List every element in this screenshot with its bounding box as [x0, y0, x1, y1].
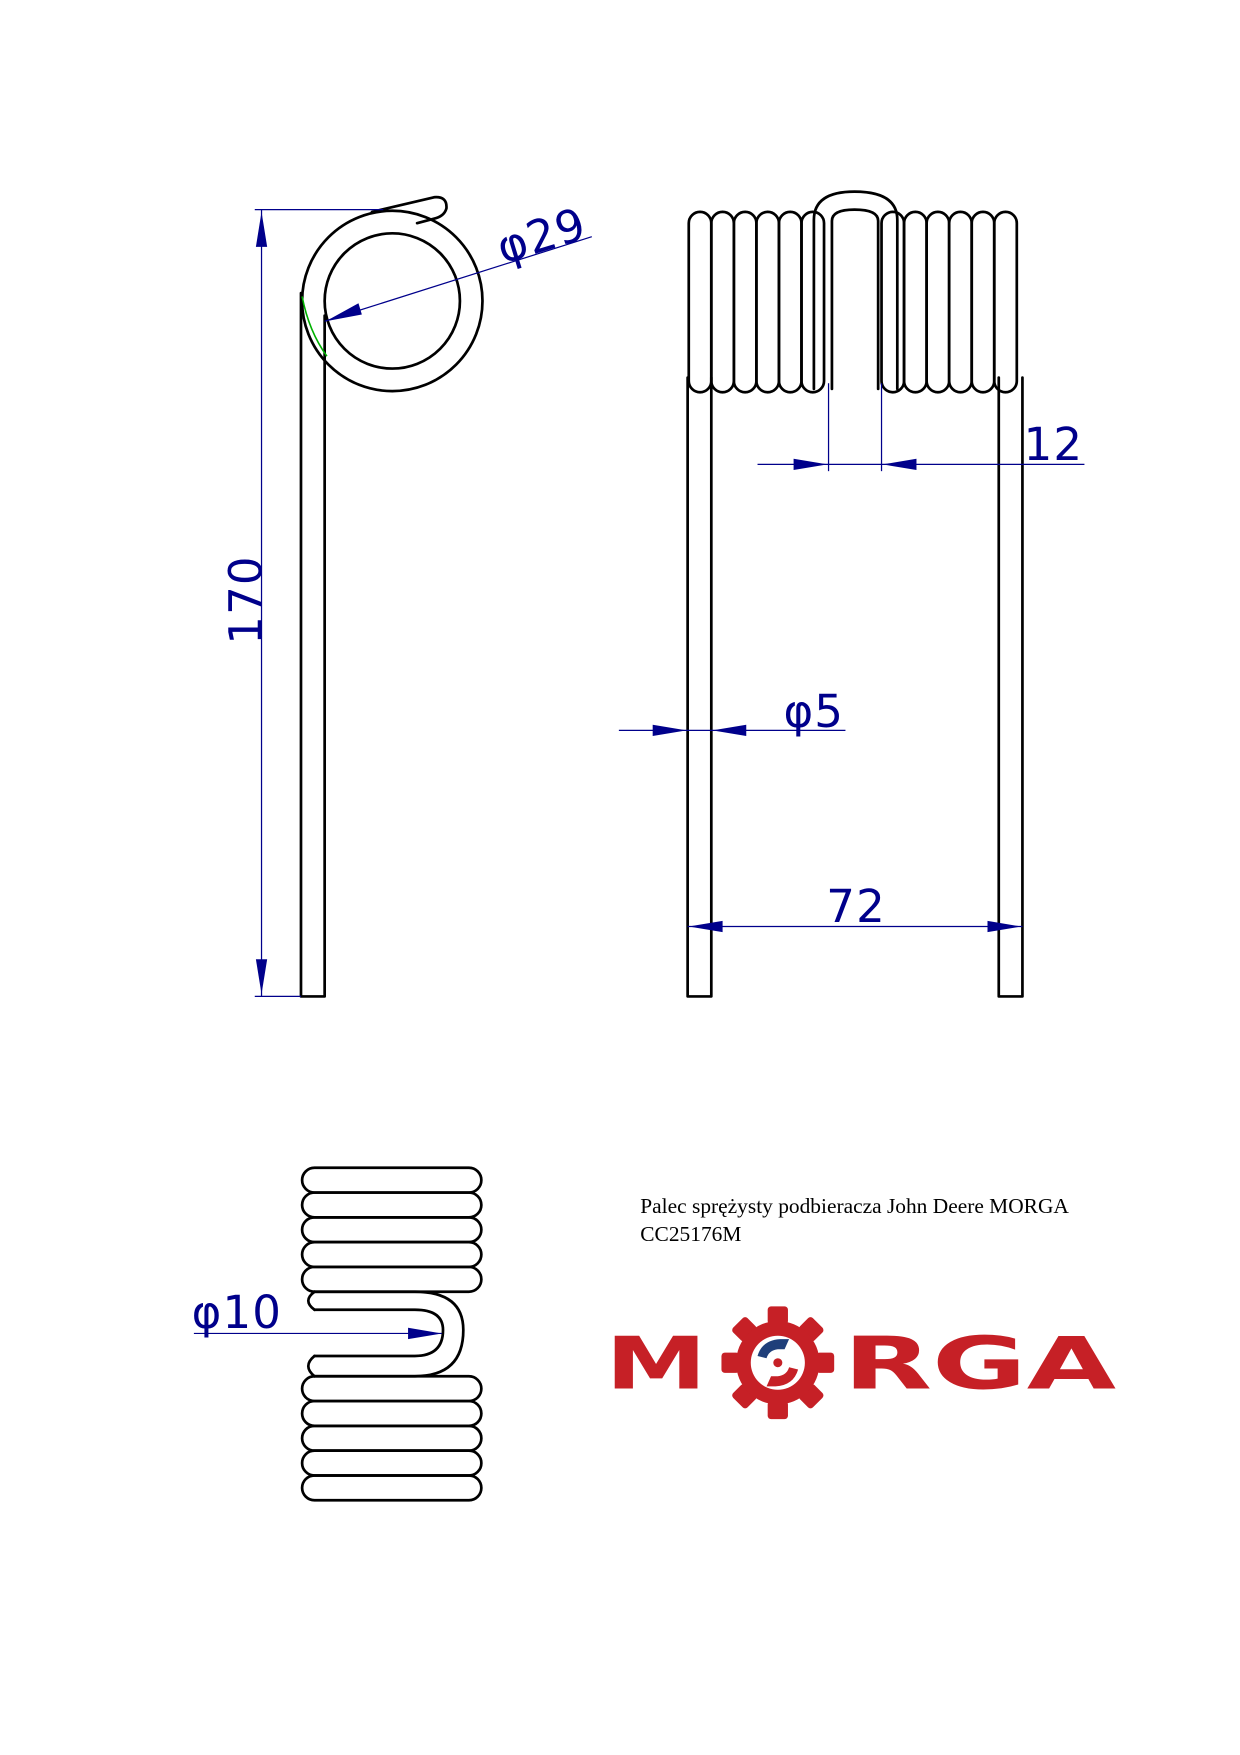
dim-170-label: 170 [219, 555, 273, 645]
side-view-loop-inner [325, 233, 460, 368]
front-view-right-leg [999, 378, 1023, 997]
top-view-upper-coils [302, 1168, 481, 1292]
dim-12-arrow-right [883, 459, 917, 470]
gear-icon [721, 1306, 834, 1419]
dim-12-arrow-left [794, 459, 828, 470]
dim-12-label: 12 [1023, 417, 1084, 471]
dim-5-arrow-left [653, 725, 687, 736]
logo-text-right: RGA [843, 1322, 1117, 1407]
dim-170-arrow-top [256, 212, 267, 247]
dim-29-arrow [326, 303, 362, 321]
dim-72-arrow-left [689, 921, 723, 932]
front-view-left-coils [689, 212, 824, 392]
top-view [192, 1168, 482, 1501]
caption-line-1: Palec sprężysty podbieracza John Deere MORGA [640, 1193, 1069, 1218]
side-view-leg [301, 293, 325, 996]
dim-72-arrow-right [987, 921, 1021, 932]
side-view [220, 197, 593, 996]
dim-72-label: 72 [826, 880, 886, 934]
dim-170-arrow-bottom [256, 959, 267, 994]
dim-5-arrow-right [712, 725, 746, 736]
front-view-bridge [814, 192, 897, 389]
caption-line-2: CC25176M [640, 1222, 742, 1247]
dim-10-label: φ10 [191, 1285, 283, 1339]
front-view-left-leg [688, 378, 712, 997]
front-view [619, 192, 1085, 997]
caption [640, 1194, 1069, 1246]
top-view-lower-coils [302, 1376, 481, 1500]
front-view-right-coils [882, 212, 1017, 392]
front-view-bridge-inner [832, 210, 878, 389]
morga-logo [605, 1306, 1116, 1419]
dim-10-arrow [408, 1328, 442, 1339]
side-view-loop-outer [302, 211, 482, 391]
logo-text-left: M [605, 1322, 707, 1407]
dim-29-label: φ29 [490, 197, 593, 275]
dim-5-label: φ5 [783, 685, 845, 739]
